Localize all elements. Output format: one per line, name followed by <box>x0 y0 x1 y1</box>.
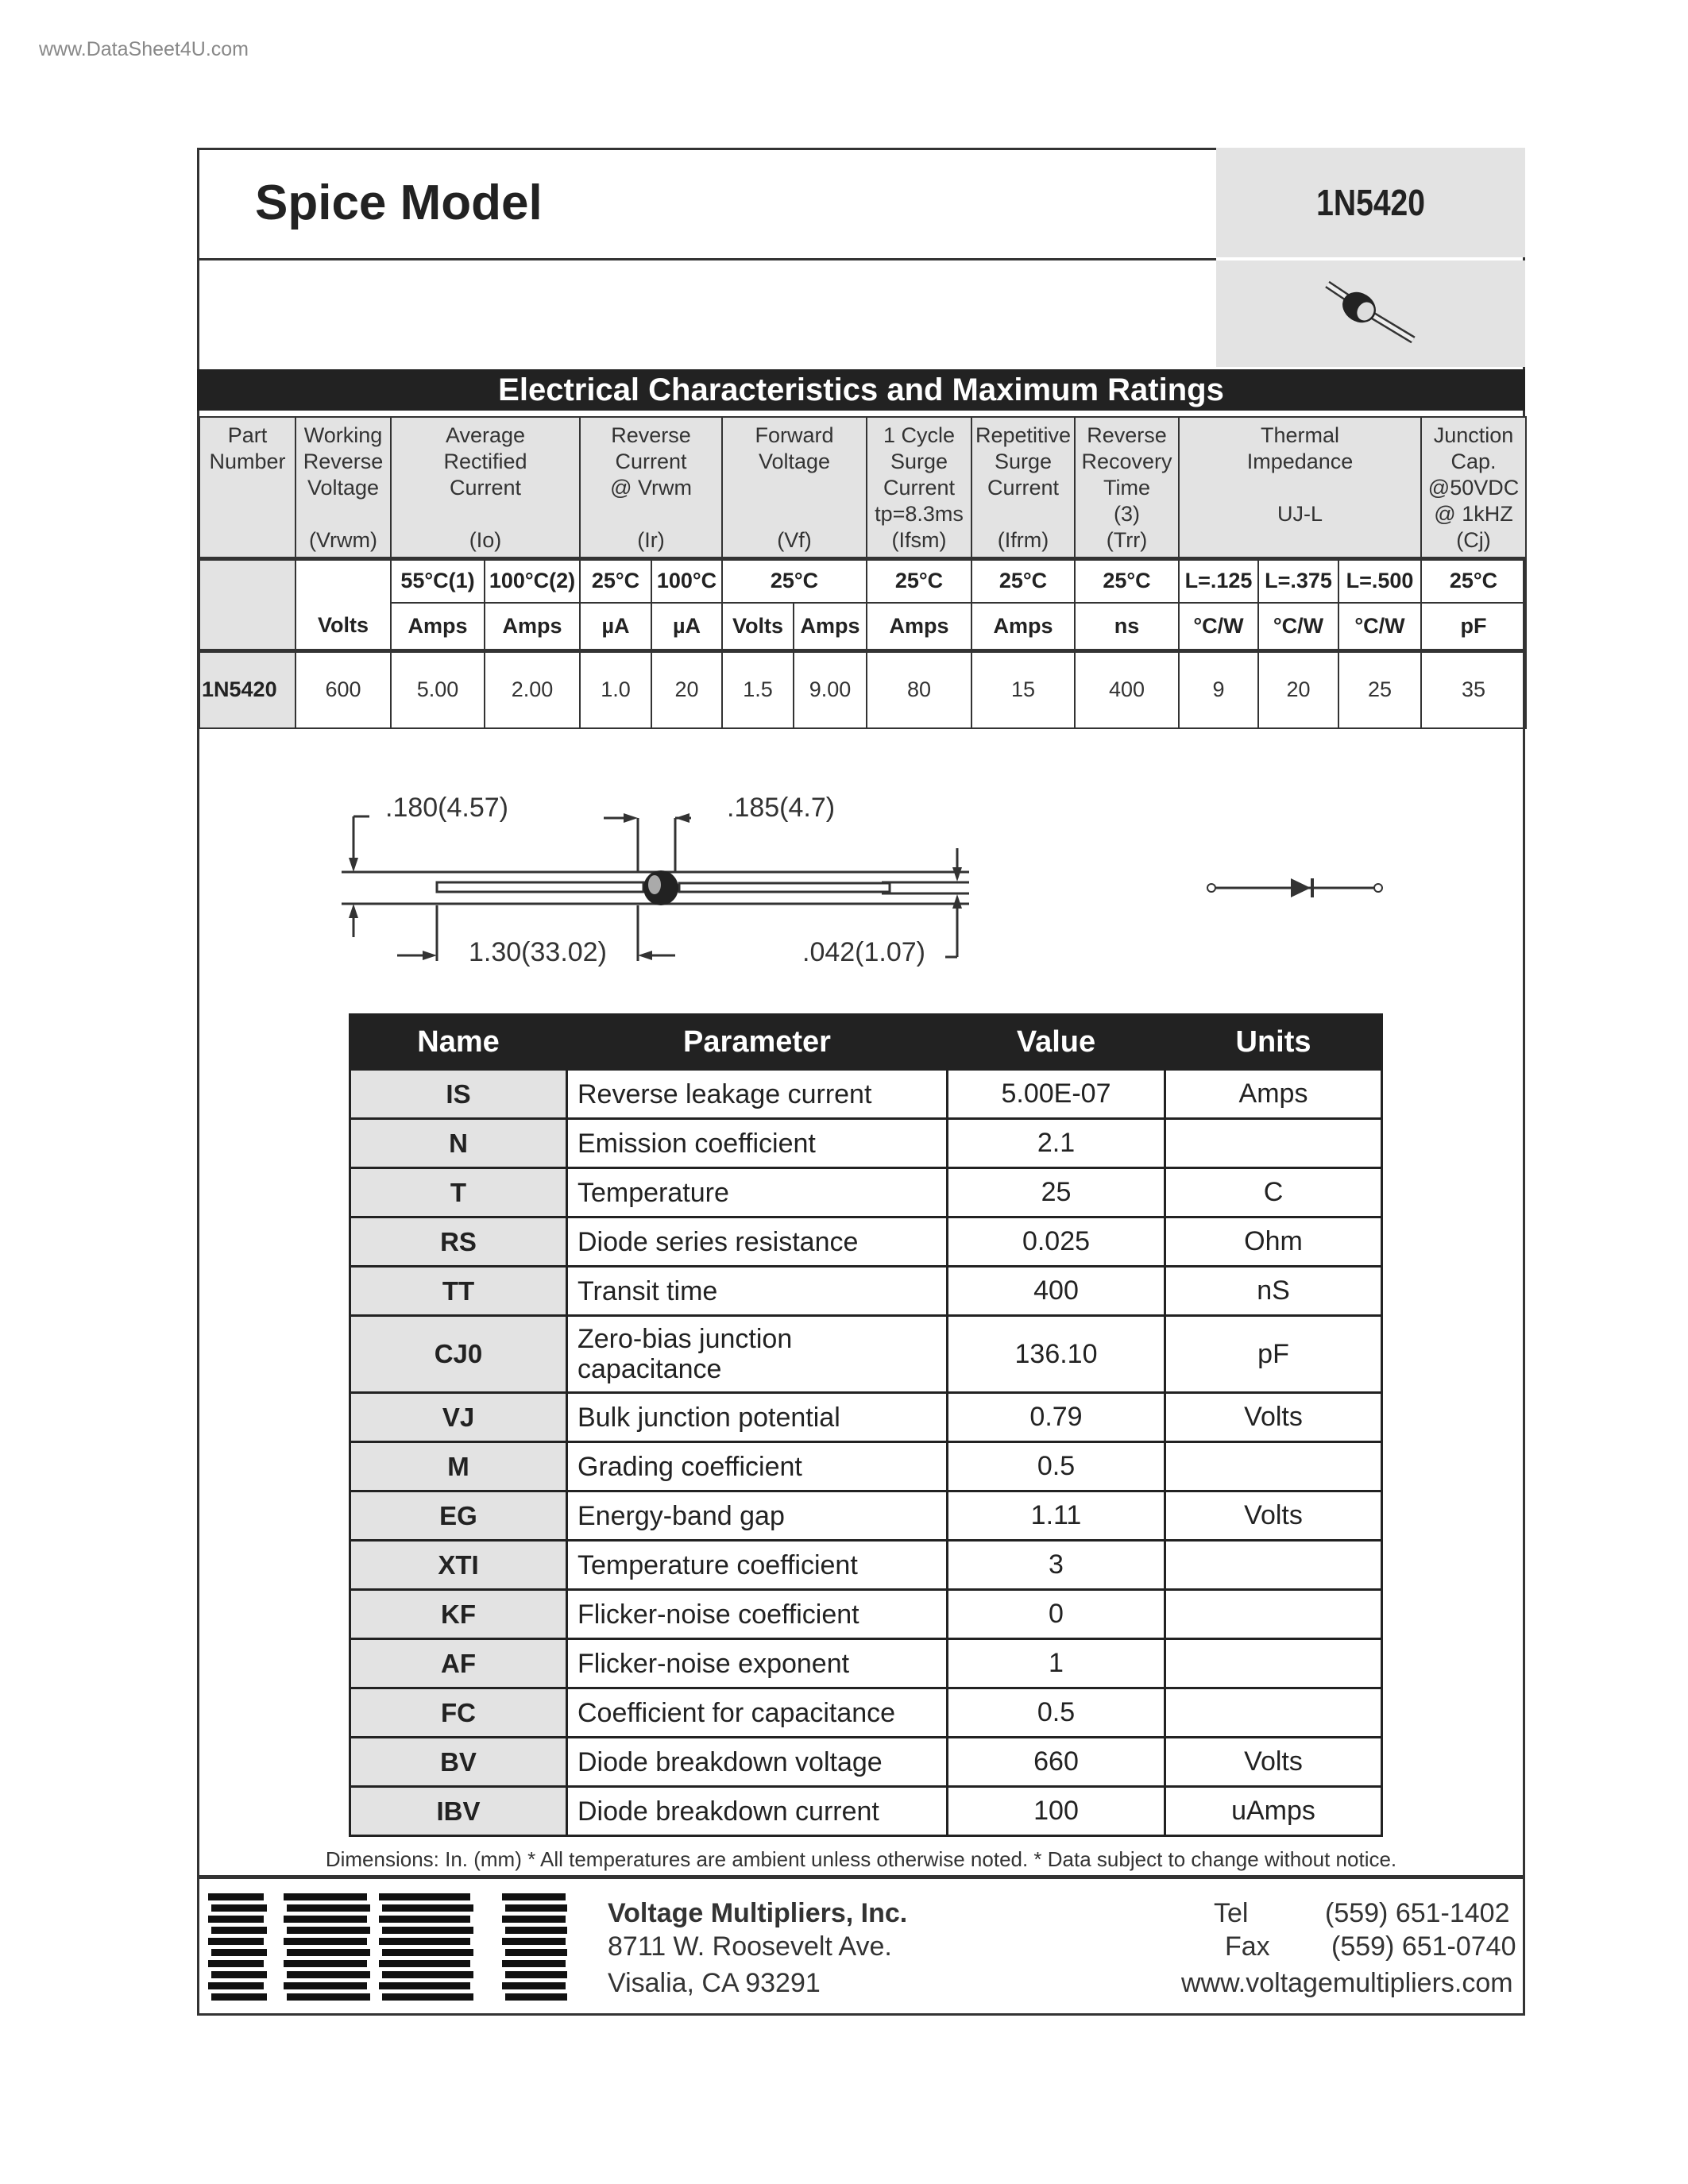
company-name: Voltage Multipliers, Inc. <box>608 1898 908 1928</box>
param-description: Flicker-noise exponent <box>567 1639 948 1688</box>
logo-stripe <box>211 1904 267 1912</box>
company-city: Visalia, CA 93291 <box>608 1968 821 1998</box>
logo-stripe <box>284 1982 367 1989</box>
logo-stripe <box>284 1916 367 1923</box>
condition: 100°C(2) <box>485 558 580 603</box>
unit-cell: °C/W <box>1179 603 1258 650</box>
table-row <box>350 1119 1382 1168</box>
unit-cell: pF <box>1421 603 1526 650</box>
value-cell: 25 <box>1338 650 1421 728</box>
param-value: 1.11 <box>948 1491 1165 1541</box>
condition: 100°C <box>651 558 722 603</box>
param-name: CJ0 <box>350 1316 567 1393</box>
logo-stripe <box>505 1904 567 1912</box>
condition: 25°C <box>971 558 1075 603</box>
vmi-logo <box>208 1893 567 2003</box>
logo-stripe <box>211 1971 267 1978</box>
param-description: Temperature coefficient <box>567 1541 948 1590</box>
unit-cell: Amps <box>794 603 867 650</box>
axial-diode-icon <box>1216 260 1525 367</box>
col-header: Average Rectified Current (Io) <box>391 417 580 558</box>
unit-cell: Amps <box>391 603 485 650</box>
table-row <box>350 1442 1382 1491</box>
table-row <box>350 1168 1382 1217</box>
logo-stripe <box>382 1993 473 2001</box>
param-units: Volts <box>1165 1393 1382 1442</box>
logo-stripe <box>284 1938 367 1945</box>
param-description: Transit time <box>567 1267 948 1316</box>
table-row <box>350 1688 1382 1738</box>
table-row <box>350 1541 1382 1590</box>
col-header: Working Reverse Voltage (Vrwm) <box>295 417 391 558</box>
param-value: 100 <box>948 1787 1165 1836</box>
ratings-table <box>199 416 1527 729</box>
condition: L=.125 <box>1179 558 1258 603</box>
param-value: 0.5 <box>948 1688 1165 1738</box>
logo-stripe <box>502 1893 566 1900</box>
param-units: pF <box>1165 1316 1382 1393</box>
param-description: Emission coefficient <box>567 1119 948 1168</box>
value-cell: 1.5 <box>722 650 794 728</box>
dim-body-diameter: .180(4.57) <box>385 793 508 823</box>
condition: 25°C <box>722 558 867 603</box>
col-header-value: Value <box>948 1015 1165 1070</box>
value-cell: 80 <box>867 650 971 728</box>
table-row <box>350 1316 1382 1393</box>
param-value: 136.10 <box>948 1316 1165 1393</box>
param-name: IBV <box>350 1787 567 1836</box>
param-value: 0.025 <box>948 1217 1165 1267</box>
fax-number: (559) 651-0740 <box>1331 1931 1516 1962</box>
logo-stripe <box>502 1960 566 1967</box>
blank-cell <box>295 558 391 603</box>
table-row <box>350 1267 1382 1316</box>
param-value: 2.1 <box>948 1119 1165 1168</box>
tel-number: (559) 651-1402 <box>1325 1898 1510 1928</box>
col-header-name: Name <box>350 1015 567 1070</box>
table-row <box>350 1070 1382 1119</box>
logo-stripe <box>379 1960 470 1967</box>
col-header: 1 Cycle Surge Current tp=8.3ms (Ifsm) <box>867 417 971 558</box>
logo-stripe <box>208 1916 264 1923</box>
company-address: 8711 W. Roosevelt Ave. <box>608 1931 892 1962</box>
unit-cell: µA <box>580 603 651 650</box>
page-title: Spice Model <box>255 176 543 230</box>
table-row <box>350 1639 1382 1688</box>
logo-stripe <box>505 1993 567 2001</box>
param-name: RS <box>350 1217 567 1267</box>
col-header-units: Units <box>1165 1015 1382 1070</box>
param-description: Reverse leakage current <box>567 1070 948 1119</box>
logo-stripe <box>211 1927 267 1934</box>
tel-label: Tel <box>1214 1898 1249 1928</box>
logo-stripe <box>284 1893 367 1900</box>
logo-stripe <box>287 1949 370 1956</box>
param-units <box>1165 1119 1382 1168</box>
value-cell: 20 <box>651 650 722 728</box>
dim-body-length: .185(4.7) <box>727 793 836 823</box>
param-name: EG <box>350 1491 567 1541</box>
logo-stripe <box>287 1993 370 2001</box>
col-header: Part Number <box>199 417 295 558</box>
col-header: Reverse Recovery Time (3) (Trr) <box>1075 417 1179 558</box>
value-cell: 600 <box>295 650 391 728</box>
logo-stripe <box>379 1982 470 1989</box>
param-name: TT <box>350 1267 567 1316</box>
param-value: 3 <box>948 1541 1165 1590</box>
table-row <box>350 1787 1382 1836</box>
condition: 25°C <box>867 558 971 603</box>
col-header: Repetitive Surge Current (Ifrm) <box>971 417 1075 558</box>
footnote: Dimensions: In. (mm) * All temperatures are ambient unless otherwise noted. * Data subject to change without notice. <box>325 1847 1397 1871</box>
fax-label: Fax <box>1225 1931 1270 1962</box>
table-row <box>350 1738 1382 1787</box>
param-name: M <box>350 1442 567 1491</box>
param-units: Amps <box>1165 1070 1382 1119</box>
logo-stripe <box>211 1993 267 2001</box>
param-description: Coefficient for capacitance <box>567 1688 948 1738</box>
param-description: Diode series resistance <box>567 1217 948 1267</box>
dimension-drawing <box>334 778 1430 985</box>
param-description: Flicker-noise coefficient <box>567 1590 948 1639</box>
col-header: Forward Voltage (Vf) <box>722 417 867 558</box>
param-units <box>1165 1541 1382 1590</box>
condition: L=.375 <box>1258 558 1338 603</box>
website-link[interactable]: www.voltagemultipliers.com <box>1181 1968 1513 1998</box>
condition: 25°C <box>580 558 651 603</box>
value-cell: 20 <box>1258 650 1338 728</box>
logo-stripe <box>505 1949 567 1956</box>
table-row <box>350 1393 1382 1442</box>
unit-cell: µA <box>651 603 722 650</box>
logo-stripe <box>379 1893 470 1900</box>
logo-stripe <box>208 1982 264 1989</box>
param-units: C <box>1165 1168 1382 1217</box>
watermark[interactable]: www.DataSheet4U.com <box>39 38 249 60</box>
param-value: 400 <box>948 1267 1165 1316</box>
logo-stripe <box>502 1938 566 1945</box>
param-value: 0.79 <box>948 1393 1165 1442</box>
spice-parameters-table <box>349 1013 1383 1837</box>
blank-cell <box>199 558 295 650</box>
logo-stripe <box>208 1938 264 1945</box>
param-description: Diode breakdown voltage <box>567 1738 948 1787</box>
logo-stripe <box>287 1904 370 1912</box>
table-row <box>350 1217 1382 1267</box>
divider <box>197 1875 1525 1879</box>
param-units: Ohm <box>1165 1217 1382 1267</box>
param-description: Bulk junction potential <box>567 1393 948 1442</box>
value-cell: 5.00 <box>391 650 485 728</box>
param-units <box>1165 1442 1382 1491</box>
divider <box>197 258 1216 260</box>
param-value: 660 <box>948 1738 1165 1787</box>
value-cell: 1.0 <box>580 650 651 728</box>
param-description: Energy-band gap <box>567 1491 948 1541</box>
unit-cell: Amps <box>485 603 580 650</box>
param-units: nS <box>1165 1267 1382 1316</box>
logo-stripe <box>382 1904 473 1912</box>
value-cell: 400 <box>1075 650 1179 728</box>
param-description: Zero-bias junction capacitance <box>567 1316 948 1393</box>
condition: 25°C <box>1421 558 1526 603</box>
param-description: Temperature <box>567 1168 948 1217</box>
unit-cell: Volts <box>722 603 794 650</box>
param-description: Diode breakdown current <box>567 1787 948 1836</box>
unit-cell: Amps <box>971 603 1075 650</box>
logo-stripe <box>505 1971 567 1978</box>
param-value: 1 <box>948 1639 1165 1688</box>
param-units <box>1165 1688 1382 1738</box>
logo-stripe <box>211 1949 267 1956</box>
unit-cell: °C/W <box>1258 603 1338 650</box>
part-number-cell: 1N5420 <box>199 650 295 728</box>
condition: L=.500 <box>1338 558 1421 603</box>
col-header-parameter: Parameter <box>567 1015 948 1070</box>
dim-lead-length: 1.30(33.02) <box>469 937 607 967</box>
condition: 25°C <box>1075 558 1179 603</box>
unit-cell: °C/W <box>1338 603 1421 650</box>
param-units <box>1165 1590 1382 1639</box>
col-header: Thermal Impedance UJ-L <box>1179 417 1421 558</box>
unit-cell: Amps <box>867 603 971 650</box>
param-name: AF <box>350 1639 567 1688</box>
logo-stripe <box>208 1960 264 1967</box>
value-cell: 35 <box>1421 650 1526 728</box>
col-header: Reverse Current @ Vrwm (Ir) <box>580 417 722 558</box>
param-value: 5.00E-07 <box>948 1070 1165 1119</box>
table-row <box>350 1491 1382 1541</box>
value-cell: 9.00 <box>794 650 867 728</box>
param-name: IS <box>350 1070 567 1119</box>
unit-cell: Volts <box>295 603 391 650</box>
logo-stripe <box>208 1893 264 1900</box>
logo-stripe <box>287 1971 370 1978</box>
param-name: N <box>350 1119 567 1168</box>
logo-stripe <box>382 1949 473 1956</box>
param-units: uAmps <box>1165 1787 1382 1836</box>
param-units: Volts <box>1165 1738 1382 1787</box>
logo-stripe <box>382 1971 473 1978</box>
param-units: Volts <box>1165 1491 1382 1541</box>
value-cell: 15 <box>971 650 1075 728</box>
param-value: 0.5 <box>948 1442 1165 1491</box>
dim-lead-diameter: .042(1.07) <box>802 937 925 967</box>
part-number-header <box>1216 148 1525 257</box>
param-name: KF <box>350 1590 567 1639</box>
logo-stripe <box>505 1927 567 1934</box>
param-name: VJ <box>350 1393 567 1442</box>
param-name: T <box>350 1168 567 1217</box>
logo-stripe <box>379 1938 470 1945</box>
condition: 55°C(1) <box>391 558 485 603</box>
unit-cell: ns <box>1075 603 1179 650</box>
logo-stripe <box>284 1960 367 1967</box>
param-description: Grading coefficient <box>567 1442 948 1491</box>
col-header: Junction Cap. @50VDC @ 1kHZ (Cj) <box>1421 417 1526 558</box>
param-units <box>1165 1639 1382 1688</box>
param-value: 0 <box>948 1590 1165 1639</box>
param-name: XTI <box>350 1541 567 1590</box>
part-number: 1N5420 <box>1316 182 1425 223</box>
logo-stripe <box>502 1982 566 1989</box>
section-title: Electrical Characteristics and Maximum Ratings <box>197 369 1525 411</box>
logo-stripe <box>382 1927 473 1934</box>
param-value: 25 <box>948 1168 1165 1217</box>
value-cell: 2.00 <box>485 650 580 728</box>
table-row <box>350 1590 1382 1639</box>
param-name: FC <box>350 1688 567 1738</box>
logo-stripe <box>379 1916 470 1923</box>
param-name: BV <box>350 1738 567 1787</box>
value-cell: 9 <box>1179 650 1258 728</box>
logo-stripe <box>287 1927 370 1934</box>
logo-stripe <box>502 1916 566 1923</box>
